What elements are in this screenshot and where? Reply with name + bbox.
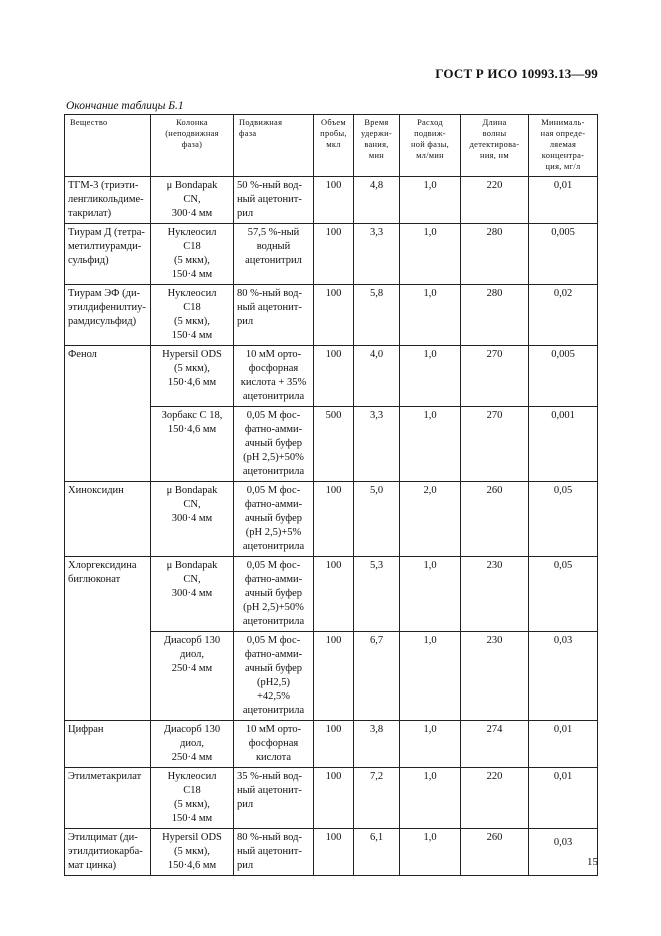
- table-row: [65, 829, 598, 876]
- cell-flow: 1,0: [400, 721, 461, 768]
- cell-min-concentration: 0,01: [529, 768, 598, 829]
- cell-wavelength: 220: [461, 177, 529, 224]
- cell-mobile-phase: 0,05 М фос- фатно-амми- ачный буфер (pH 2,5)+5% ацетонитрила: [234, 482, 314, 557]
- cell-wavelength: 270: [461, 407, 529, 482]
- cell-mobile-phase: 57,5 %-ный водный ацетонитрил: [234, 224, 314, 285]
- table-row: [65, 768, 598, 829]
- cell-column: Диасорб 130 диол, 250·4 мм: [151, 721, 234, 768]
- cell-volume: 500: [314, 407, 354, 482]
- cell-substance: Этилцимат (ди- этилдитиокарба- мат цинка): [65, 829, 151, 876]
- page-number: 15: [587, 856, 598, 868]
- table-row: [65, 285, 598, 346]
- header-sample-volume: Объем пробы, мкл: [314, 115, 354, 177]
- cell-flow: 1,0: [400, 407, 461, 482]
- cell-wavelength: 260: [461, 482, 529, 557]
- cell-flow: 2,0: [400, 482, 461, 557]
- cell-flow: 1,0: [400, 829, 461, 876]
- table-row: [65, 721, 598, 768]
- table-header-row: [65, 115, 598, 177]
- cell-wavelength: 230: [461, 632, 529, 721]
- cell-volume: 100: [314, 829, 354, 876]
- table-row: [65, 557, 598, 632]
- cell-time: 3,8: [354, 721, 400, 768]
- cell-mobile-phase: 0,05 М фос- фатно-амми- ачный буфер (pH 2,5)+50% ацетонитрила: [234, 407, 314, 482]
- header-flow-rate: Расход подвиж- ной фазы, мл/мин: [400, 115, 461, 177]
- cell-volume: 100: [314, 721, 354, 768]
- cell-mobile-phase: 0,05 М фос- фатно-амми- ачный буфер (pH 2,5)+50% ацетонитрила: [234, 557, 314, 632]
- header-min-concentration: Минималь- ная опреде- ляемая концентра- ция, мг/л: [529, 115, 598, 177]
- cell-wavelength: 260: [461, 829, 529, 876]
- cell-substance: Цифран: [65, 721, 151, 768]
- cell-column: Диасорб 130 диол, 250·4 мм: [151, 632, 234, 721]
- cell-time: 3,3: [354, 224, 400, 285]
- cell-wavelength: 280: [461, 224, 529, 285]
- cell-column: Зорбакс C 18, 150·4,6 мм: [151, 407, 234, 482]
- cell-volume: 100: [314, 632, 354, 721]
- cell-column: Hypersil ODS (5 мкм), 150·4,6 мм: [151, 829, 234, 876]
- cell-mobile-phase: 0,05 М фос- фатно-амми- ачный буфер (pH2,5) +42,5% ацетонитрила: [234, 632, 314, 721]
- table-row: [65, 482, 598, 557]
- cell-wavelength: 274: [461, 721, 529, 768]
- cell-time: 3,3: [354, 407, 400, 482]
- cell-min-concentration: 0,03: [529, 632, 598, 721]
- cell-volume: 100: [314, 482, 354, 557]
- cell-flow: 1,0: [400, 177, 461, 224]
- cell-column: Нуклеосил C18 (5 мкм), 150·4 мм: [151, 224, 234, 285]
- cell-wavelength: 280: [461, 285, 529, 346]
- header-mobile-phase: Подвижная фаза: [234, 115, 314, 177]
- cell-time: 4,0: [354, 346, 400, 407]
- cell-substance: Тиурам ЭФ (ди- этилдифенилтиу- рамдисульфид): [65, 285, 151, 346]
- cell-volume: 100: [314, 285, 354, 346]
- table-row: [65, 177, 598, 224]
- cell-column: Нуклеосил C18 (5 мкм), 150·4 мм: [151, 768, 234, 829]
- cell-flow: 1,0: [400, 285, 461, 346]
- cell-volume: 100: [314, 557, 354, 632]
- cell-min-concentration: 0,01: [529, 177, 598, 224]
- cell-time: 5,8: [354, 285, 400, 346]
- cell-substance: Тиурам Д (тетра- метилтиурамди- сульфид): [65, 224, 151, 285]
- cell-flow: 1,0: [400, 224, 461, 285]
- cell-flow: 1,0: [400, 632, 461, 721]
- cell-mobile-phase: 50 %-ный вод- ный ацетонит- рил: [234, 177, 314, 224]
- cell-min-concentration: 0,01: [529, 721, 598, 768]
- header-column: Колонка (неподвижная фаза): [151, 115, 234, 177]
- cell-substance: ТГМ-3 (триэти- ленгликольдиме- такрилат): [65, 177, 151, 224]
- cell-volume: 100: [314, 768, 354, 829]
- document-header: ГОСТ Р ИСО 10993.13—99: [435, 66, 598, 81]
- cell-flow: 1,0: [400, 768, 461, 829]
- table-row: [65, 224, 598, 285]
- cell-wavelength: 230: [461, 557, 529, 632]
- cell-time: 6,1: [354, 829, 400, 876]
- data-table: [64, 114, 598, 876]
- cell-flow: 1,0: [400, 557, 461, 632]
- cell-volume: 100: [314, 177, 354, 224]
- cell-min-concentration: 0,05: [529, 482, 598, 557]
- cell-time: 5,0: [354, 482, 400, 557]
- cell-substance: Этилметакрилат: [65, 768, 151, 829]
- cell-flow: 1,0: [400, 346, 461, 407]
- cell-min-concentration: 0,005: [529, 346, 598, 407]
- header-substance: Вещество: [65, 115, 151, 177]
- cell-time: 6,7: [354, 632, 400, 721]
- table-row: [65, 346, 598, 407]
- cell-volume: 100: [314, 346, 354, 407]
- header-retention-time: Время удержи- вания, мин: [354, 115, 400, 177]
- cell-mobile-phase: 10 мМ орто- фосфорная кислота: [234, 721, 314, 768]
- cell-min-concentration: 0,005: [529, 224, 598, 285]
- cell-column: μ Bondapak CN, 300·4 мм: [151, 177, 234, 224]
- cell-time: 4,8: [354, 177, 400, 224]
- cell-wavelength: 220: [461, 768, 529, 829]
- cell-time: 7,2: [354, 768, 400, 829]
- cell-column: Hypersil ODS (5 мкм), 150·4,6 мм: [151, 346, 234, 407]
- cell-time: 5,3: [354, 557, 400, 632]
- cell-substance: Хиноксидин: [65, 482, 151, 557]
- cell-mobile-phase: 35 %-ный вод- ный ацетонит- рил: [234, 768, 314, 829]
- cell-wavelength: 270: [461, 346, 529, 407]
- cell-min-concentration: 0,03: [529, 829, 598, 876]
- cell-mobile-phase: 80 %-ный вод- ный ацетонит- рил: [234, 829, 314, 876]
- cell-column: μ Bondapak CN, 300·4 мм: [151, 482, 234, 557]
- cell-min-concentration: 0,02: [529, 285, 598, 346]
- cell-min-concentration: 0,05: [529, 557, 598, 632]
- cell-mobile-phase: 80 %-ный вод- ный ацетонит- рил: [234, 285, 314, 346]
- table-caption: Окончание таблицы Б.1: [66, 100, 184, 112]
- cell-column: μ Bondapak CN, 300·4 мм: [151, 557, 234, 632]
- cell-volume: 100: [314, 224, 354, 285]
- cell-min-concentration: 0,001: [529, 407, 598, 482]
- cell-substance: Хлоргексидина биглюконат: [65, 557, 151, 721]
- cell-mobile-phase: 10 мМ орто- фосфорная кислота + 35% ацетонитрила: [234, 346, 314, 407]
- header-wavelength: Длина волны детектирова- ния, нм: [461, 115, 529, 177]
- cell-column: Нуклеосил C18 (5 мкм), 150·4 мм: [151, 285, 234, 346]
- cell-substance: Фенол: [65, 346, 151, 482]
